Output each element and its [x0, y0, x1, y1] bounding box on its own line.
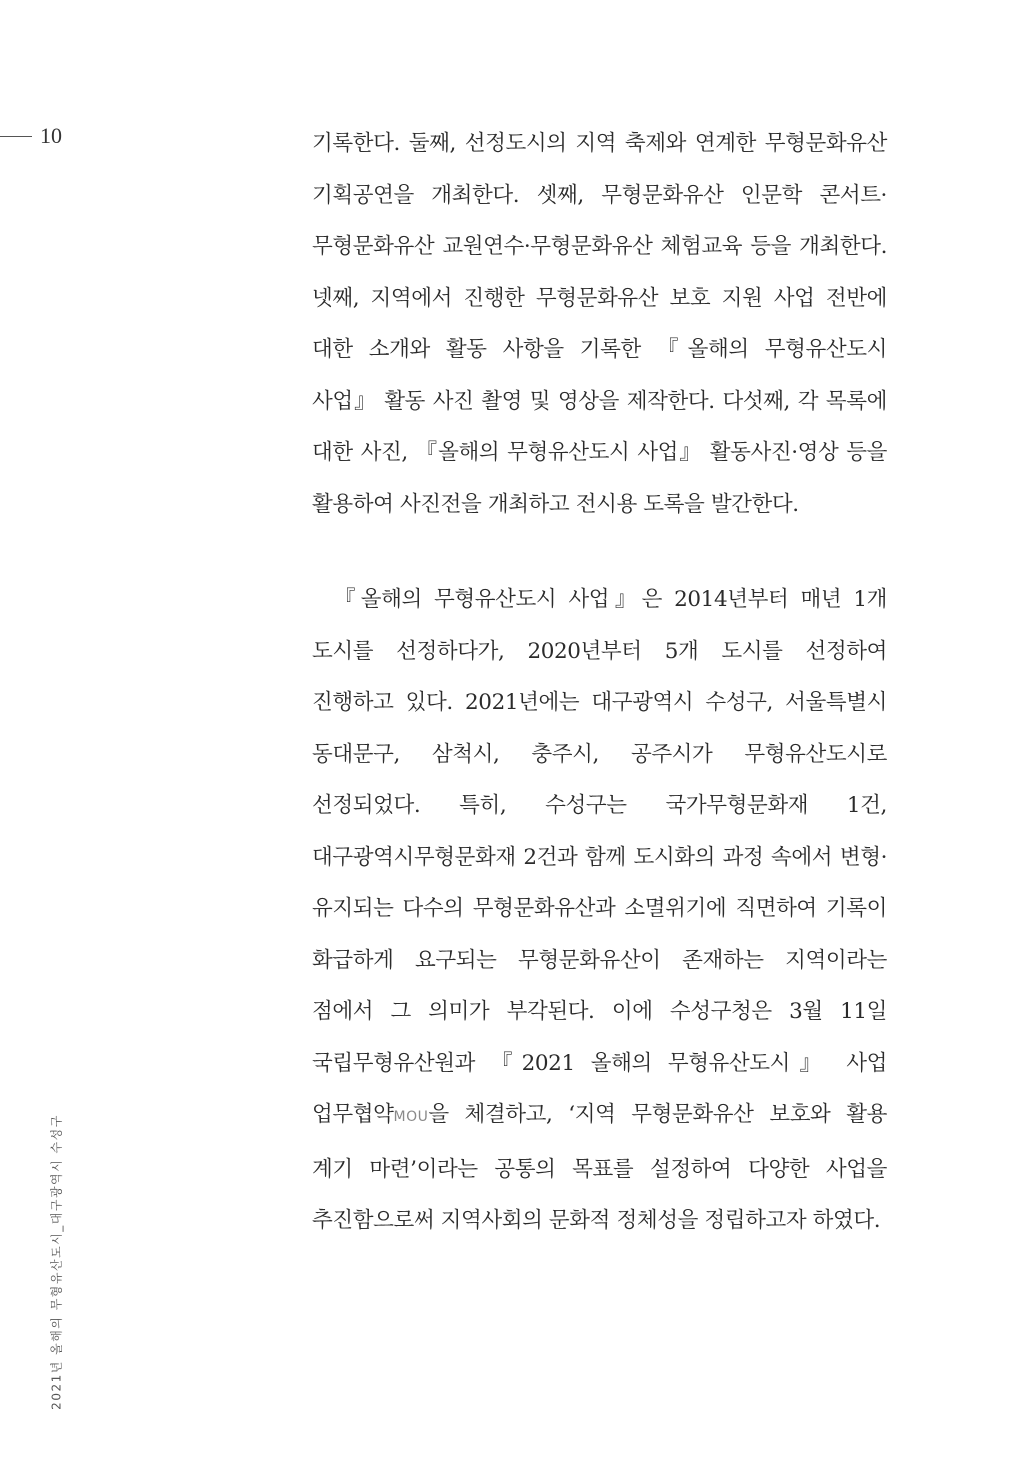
body-text	[312, 118, 887, 1247]
mou-annotation: MOU	[393, 1109, 429, 1125]
paragraph-2	[312, 574, 887, 1247]
paragraph-1: 기록한다. 둘째, 선정도시의 지역 축제와 연계한 무형문화유산 기획공연을 개최한다. 셋째, 무형문화유산 인문학 콘서트·무형문화유산 교원연수·무형문화유산 체험교육 등을 개최한다. 넷째, 지역에서 진행한 무형문화유산 보호 지원 사업 전반에 대한 소개와 활동 사항을 기록한 『올해의 무형유산도시 사업』 활동 사진 촬영 및 영상을 제작한다. 다섯째, 각 목록에 대한 사진, 『올해의 무형유산도시 사업』 활동사진·영상 등을 활용하여 사진전을 개최하고 전시용 도록을 발간한다.	[312, 131, 887, 517]
page-number-rule	[0, 136, 32, 137]
paragraph-2-text-end: 을 체결하고, ‘지역 무형문화유산 보호와 활용 계기 마련’이라는 공통의 목표를 설정하여 다양한 사업을 추진함으로써 지역사회의 문화적 정체성을 정립하고자 하였다.	[312, 1102, 887, 1233]
page-number: 10	[40, 123, 62, 148]
paragraph-2-text-start: 『올해의 무형유산도시 사업』은 2014년부터 매년 1개 도시를 선정하다가, 2020년부터 5개 도시를 선정하여 진행하고 있다. 2021년에는 대구광역시 수성구, 서울특별시 동대문구, 삼척시, 충주시, 공주시가 무형유산도시로 선정되었다. 특히, 수성구는 국가무형문화재 1건, 대구광역시무형문화재 2건과 함께 도시화의 과정 속에서 변형·유지되는 다수의 무형문화유산과 소멸위기에 직면하여 기록이 화급하게 요구되는 무형문화유산이 존재하는 지역이라는 점에서 그 의미가 부각된다. 이에 수성구청은 3월 11일 국립무형유산원과 『2021 올해의 무형유산도시』 사업 업무협약	[312, 587, 887, 1127]
running-footer: 2021년 올해의 무형유산도시_대구광역시 수성구	[49, 1114, 64, 1410]
